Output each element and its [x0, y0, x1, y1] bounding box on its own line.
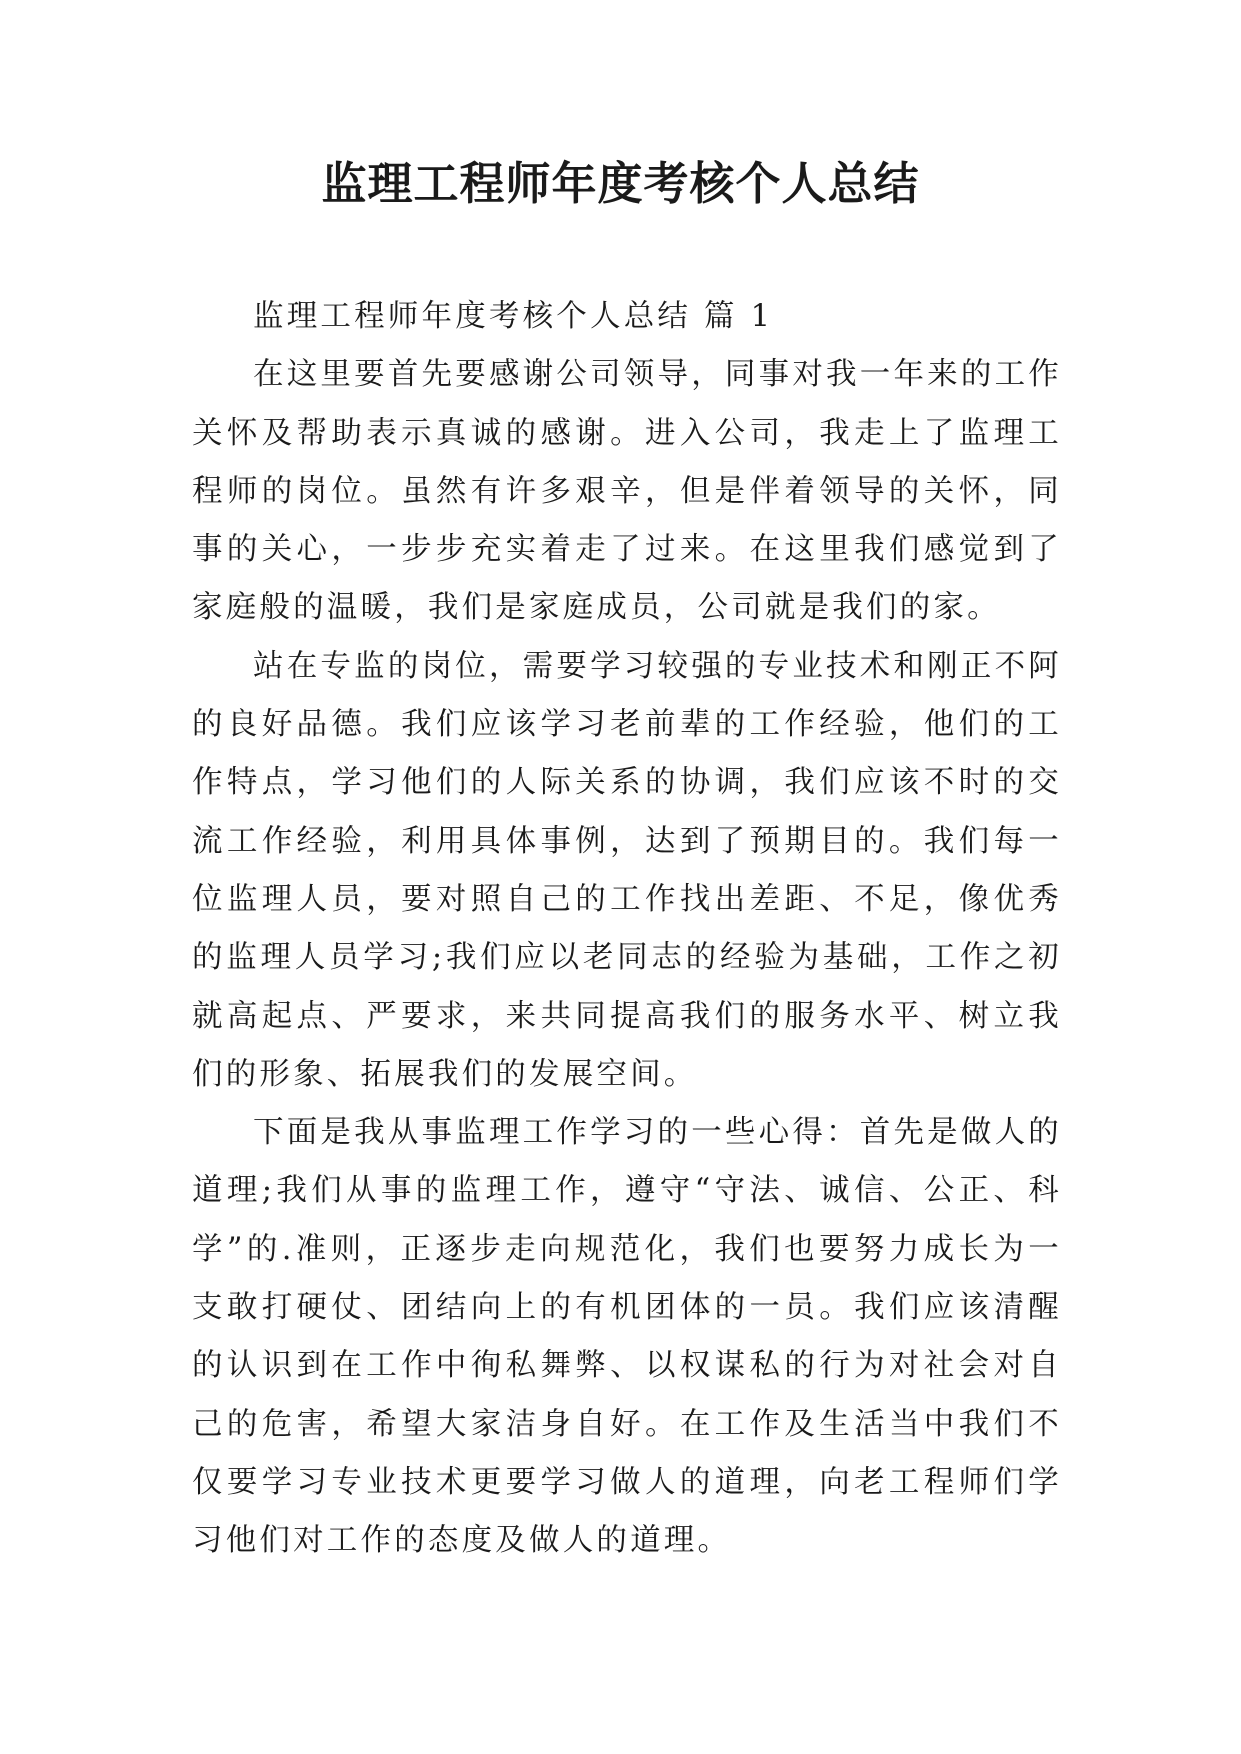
document-body [192, 288, 1062, 1571]
section-heading: 监理工程师年度考核个人总结 篇 1 [253, 299, 774, 334]
document-title: 监理工程师年度考核个人总结 [321, 157, 920, 210]
body-paragraph-2: 站在专监的岗位，需要学习较强的专业技术和刚正不阿的良好品德。我们应该学习老前辈的工作经验，他们的工作特点，学习他们的人际关系的协调，我们应该不时的交流工作经验，利用具体事例，达到了预期目的。我们每一位监理人员，要对照自己的工作找出差距、不足，像优秀的监理人员学习;我们应以老同志的经验为基础，工作之初就高起点、严要求，来共同提高我们的服务水平、树立我们的形象、拓展我们的发展空间。 [192, 648, 1062, 1092]
body-paragraph-3: 下面是我从事监理工作学习的一些心得：首先是做人的道理;我们从事的监理工作，遵守“守法、诚信、公正、科学”的.准则，正逐步走向规范化，我们也要努力成长为一支敢打硬仗、团结向上的有机团体的一员。我们应该清醒的认识到在工作中徇私舞弊、以权谋私的行为对社会对自己的危害，希望大家洁身自好。在工作及生活当中我们不仅要学习专业技术更要学习做人的道理，向老工程师们学习他们对工作的态度及做人的道理。 [192, 1115, 1062, 1559]
body-paragraph-1: 在这里要首先要感谢公司领导，同事对我一年来的工作关怀及帮助表示真诚的感谢。进入公司，我走上了监理工程师的岗位。虽然有许多艰辛，但是伴着领导的关怀，同事的关心，一步步充实着走了过来。在这里我们感觉到了家庭般的温暖，我们是家庭成员，公司就是我们的家。 [192, 357, 1062, 626]
